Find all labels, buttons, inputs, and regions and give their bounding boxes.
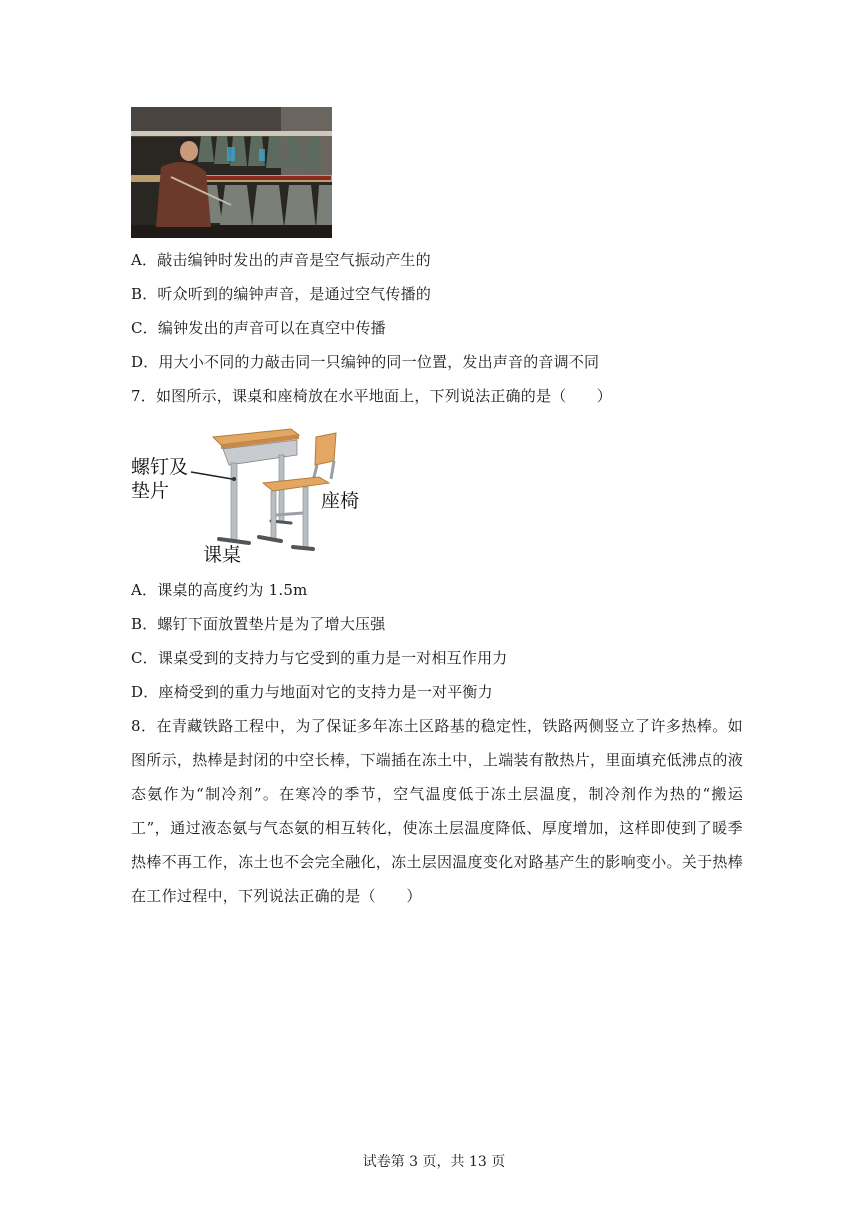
q7-option-b: B．螺钉下面放置垫片是为了增大压强 — [131, 615, 386, 633]
bianzhong-photo — [131, 107, 332, 238]
label-chair: 座椅 — [321, 490, 360, 512]
q6-option-d: D．用大小不同的力敲击同一只编钟的同一位置，发出声音的音调不同 — [131, 353, 600, 371]
label-desk: 课桌 — [203, 544, 242, 566]
q7-stem: 7．如图所示，课桌和座椅放在水平地面上，下列说法正确的是（ ） — [131, 387, 612, 405]
label-screw-line2: 垫片 — [131, 480, 170, 502]
q7-option-a: A．课桌的高度约为 1.5m — [131, 581, 308, 599]
q6-option-b: B．听众听到的编钟声音，是通过空气传播的 — [131, 285, 432, 303]
page-footer: 试卷第 3 页，共 13 页 — [362, 1154, 506, 1170]
q7-option-c: C．课桌受到的支持力与它受到的重力是一对相互作用力 — [131, 649, 508, 667]
label-screw-line1: 螺钉及 — [131, 456, 189, 478]
q6-option-a: A．敲击编钟时发出的声音是空气振动产生的 — [131, 251, 431, 269]
desk-chair-figure — [131, 425, 366, 567]
q8-stem: 8．在青藏铁路工程中，为了保证多年冻土区路基的稳定性，铁路两侧竖立了许多热棒。如图所示，热棒是封闭的中空长棒，下端插在冻土中，上端装有散热片，里面填充低沸点的液态氨作为“制冷剂”。在寒冷的季节，空气温度低于冻土层温度，制冷剂作为热的“搬运工”，通过液态氨与气态氨的相互转化，使冻土层温度降低、厚度增加，这样即使到了暖季热棒不再工作，冻土也不会完全融化，冻土层因温度变化对路基产生的影响变小。关于热棒在工作过程中，下列说法正确的是（ ） — [131, 717, 744, 905]
q7-option-d: D．座椅受到的重力与地面对它的支持力是一对平衡力 — [131, 683, 493, 701]
q6-option-c: C．编钟发出的声音可以在真空中传播 — [131, 319, 386, 337]
